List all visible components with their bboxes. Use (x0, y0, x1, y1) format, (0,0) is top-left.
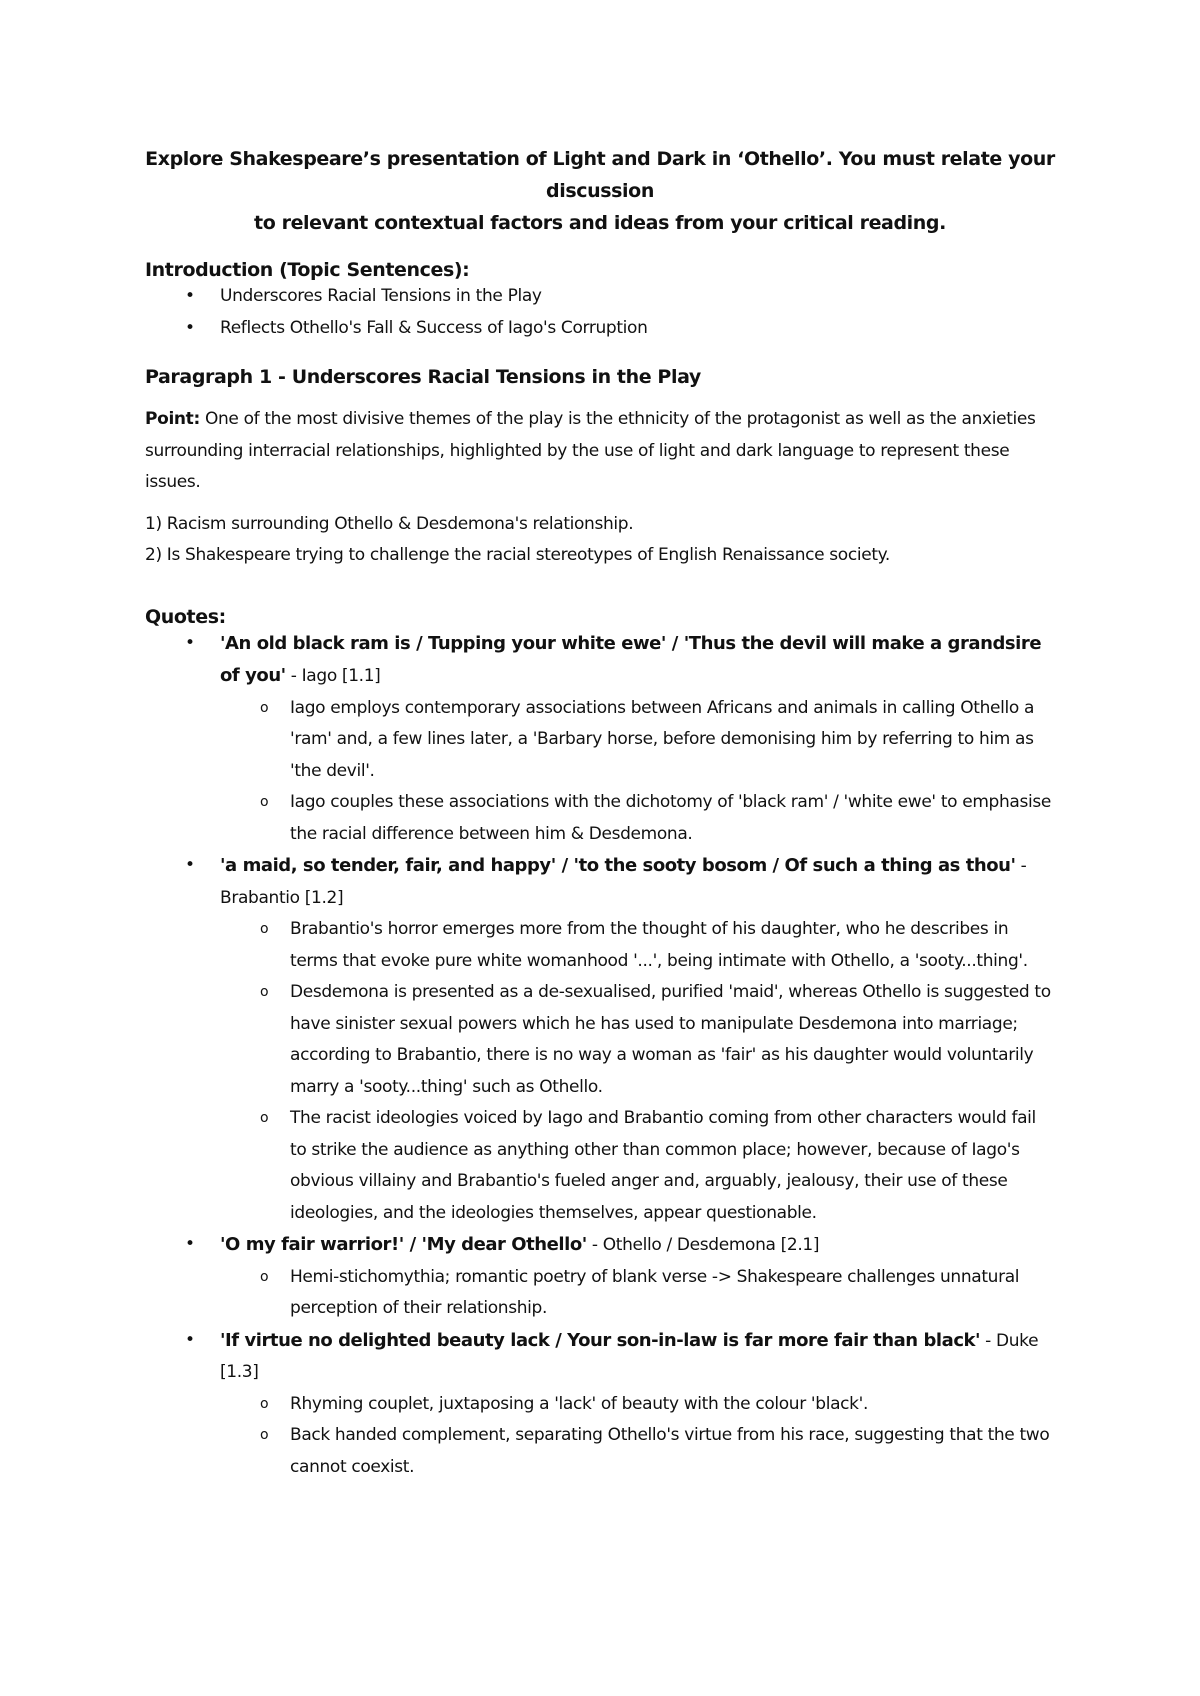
quote-citation: - Iago [1.1] (285, 666, 381, 686)
note-item: o The racist ideologies voiced by Iago and Brabantio coming from other characters would fail to strike the audience as anything other than common place; however, because of Iago's obvious villainy and Brabantio's fueled anger and, arguably, jealousy, their use of these ideologies, and the ideologies themselves, appear questionable. (220, 1103, 1055, 1229)
quote-text: 'a maid, so tender, fair, and happy' / 'to the sooty bosom / Of such a thing as thou' (220, 855, 1016, 876)
quote-item (145, 1325, 1055, 1484)
numbered-point: 1) Racism surrounding Othello & Desdemona's relationship. (145, 513, 634, 534)
quote-item (145, 628, 1055, 851)
introduction-list (145, 281, 1055, 344)
list-item: • Underscores Racial Tensions in the Play (145, 281, 1055, 313)
point-text: One of the most divisive themes of the play is the ethnicity of the protagonist as well as the anxieties surrounding interracial relationships, highlighted by the use of light and dark language to represent these issues. (145, 409, 1036, 492)
quotes-heading: Quotes: (145, 605, 226, 628)
point-label: Point: (145, 409, 200, 429)
note-item: o Desdemona is presented as a de-sexualised, purified 'maid', whereas Othello is suggested to have sinister sexual powers which he has used to manipulate Desdemona into marriage; according to Brabantio, there is no way a woman as 'fair' as his daughter would voluntarily marry a 'sooty...thing' such as Othello. (220, 977, 1055, 1103)
quote-notes (220, 1262, 1055, 1325)
note-item: o Hemi-stichomythia; romantic poetry of blank verse -> Shakespeare challenges unnatural perception of their relationship. (220, 1262, 1055, 1325)
quote-notes (220, 1389, 1055, 1484)
note-item: o Rhyming couplet, juxtaposing a 'lack' of beauty with the colour 'black'. (220, 1389, 1055, 1421)
note-item: o Iago couples these associations with the dichotomy of 'black ram' / 'white ewe' to emphasise the racial difference between him & Desdemona. (220, 787, 1055, 850)
note-item: o Iago employs contemporary associations between Africans and animals in calling Othello a 'ram' and, a few lines later, a 'Barbary horse, before demonising him by referring to him as 'the devil'. (220, 693, 1055, 788)
quotes-list (145, 628, 1055, 1484)
quote-item (145, 1229, 1055, 1325)
essay-title (135, 143, 1065, 239)
quote-text: 'O my fair warrior!' / 'My dear Othello' (220, 1234, 587, 1255)
quote-citation: - Brabantio [1.2] (220, 856, 1027, 908)
essay-title-line-2: to relevant contextual factors and ideas from your critical reading. (254, 212, 946, 234)
introduction-heading: Introduction (Topic Sentences): (145, 259, 470, 281)
numbered-point: 2) Is Shakespeare trying to challenge the racial stereotypes of English Renaissance society. (145, 545, 890, 565)
quote-item (145, 850, 1055, 1229)
quote-citation: - Othello / Desdemona [2.1] (586, 1235, 820, 1255)
quote-notes (220, 693, 1055, 851)
point-paragraph (145, 404, 1055, 499)
note-item: o Brabantio's horror emerges more from the thought of his daughter, who he describes in terms that evoke pure white womanhood '...', being intimate with Othello, a 'sooty...thing'. (220, 914, 1055, 977)
quote-text: 'If virtue no delighted beauty lack / Your son-in-law is far more fair than black' (220, 1329, 981, 1351)
quote-notes (220, 914, 1055, 1229)
list-item: • Reflects Othello's Fall & Success of Iago's Corruption (145, 313, 1055, 345)
essay-title-line-1: Explore Shakespeare’s presentation of Light and Dark in ‘Othello’. You must relate your discussion (145, 148, 1055, 202)
quote-citation: - Duke [1.3] (220, 1330, 1039, 1382)
note-item: o Back handed complement, separating Othello's virtue from his race, suggesting that the two cannot coexist. (220, 1420, 1055, 1483)
numbered-points (145, 509, 1055, 572)
quote-text: 'An old black ram is / Tupping your white ewe' / 'Thus the devil will make a grandsire of you' (220, 632, 1042, 686)
document-content (145, 143, 1055, 1483)
paragraph-1-heading: Paragraph 1 - Underscores Racial Tensions in the Play (145, 366, 701, 388)
